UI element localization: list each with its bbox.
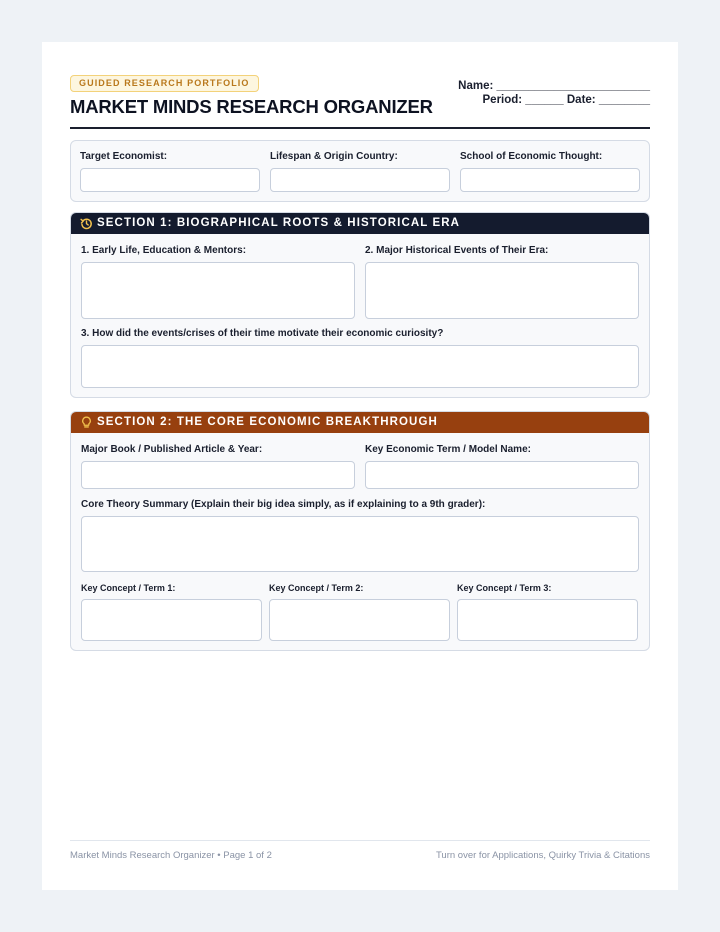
school-label: School of Economic Thought: — [460, 151, 603, 162]
historical-events-label: 2. Major Historical Events of Their Era: — [365, 245, 549, 256]
lightbulb-icon — [80, 416, 93, 429]
target-economist-field[interactable] — [80, 168, 260, 192]
page-title: MARKET MINDS RESEARCH ORGANIZER — [70, 96, 433, 117]
footer-page-info: Market Minds Research Organizer • Page 1 of 2 — [70, 850, 272, 861]
target-economist-label: Target Economist: — [80, 151, 168, 162]
section-2-title: SECTION 2: THE CORE ECONOMIC BREAKTHROUGH — [97, 416, 438, 428]
footer-turn-over-note: Turn over for Applications, Quirky Trivia & Citations — [435, 850, 650, 861]
key-term-field[interactable] — [365, 461, 639, 489]
key-term-label: Key Economic Term / Model Name: — [365, 444, 531, 455]
concept-3-field[interactable] — [457, 599, 638, 641]
name-line: Name: ________________________ — [458, 80, 650, 92]
section-1-header — [71, 213, 649, 234]
motivation-label: 3. How did the events/crises of their time motivate their economic curiosity? — [81, 328, 444, 339]
history-icon — [80, 217, 93, 230]
section-2 — [70, 411, 650, 651]
concept-3-label: Key Concept / Term 3: — [457, 583, 552, 593]
theory-summary-field[interactable] — [81, 516, 639, 572]
theory-summary-label: Core Theory Summary (Explain their big idea simply, as if explaining to a 9th grader): — [81, 499, 486, 510]
concept-2-field[interactable] — [269, 599, 450, 641]
historical-events-field[interactable] — [365, 262, 639, 319]
concept-1-field[interactable] — [81, 599, 262, 641]
header-divider — [70, 127, 650, 129]
concept-1-label: Key Concept / Term 1: — [81, 583, 176, 593]
major-book-field[interactable] — [81, 461, 355, 489]
early-life-label: 1. Early Life, Education & Mentors: — [81, 245, 247, 256]
section-2-header — [71, 412, 649, 433]
period-date-line: Period: ______ Date: ________ — [482, 94, 650, 106]
school-field[interactable] — [460, 168, 640, 192]
motivation-field[interactable] — [81, 345, 639, 388]
section-1-title: SECTION 1: BIOGRAPHICAL ROOTS & HISTORICAL ERA — [97, 217, 461, 229]
section-1 — [70, 212, 650, 398]
early-life-field[interactable] — [81, 262, 355, 319]
economist-info-panel — [70, 140, 650, 202]
lifespan-label: Lifespan & Origin Country: — [270, 151, 398, 162]
concept-2-label: Key Concept / Term 2: — [269, 583, 364, 593]
portfolio-badge: GUIDED RESEARCH PORTFOLIO — [70, 75, 259, 92]
lifespan-field[interactable] — [270, 168, 450, 192]
worksheet-page — [42, 42, 678, 890]
major-book-label: Major Book / Published Article & Year: — [81, 444, 263, 455]
footer-divider — [70, 840, 650, 841]
